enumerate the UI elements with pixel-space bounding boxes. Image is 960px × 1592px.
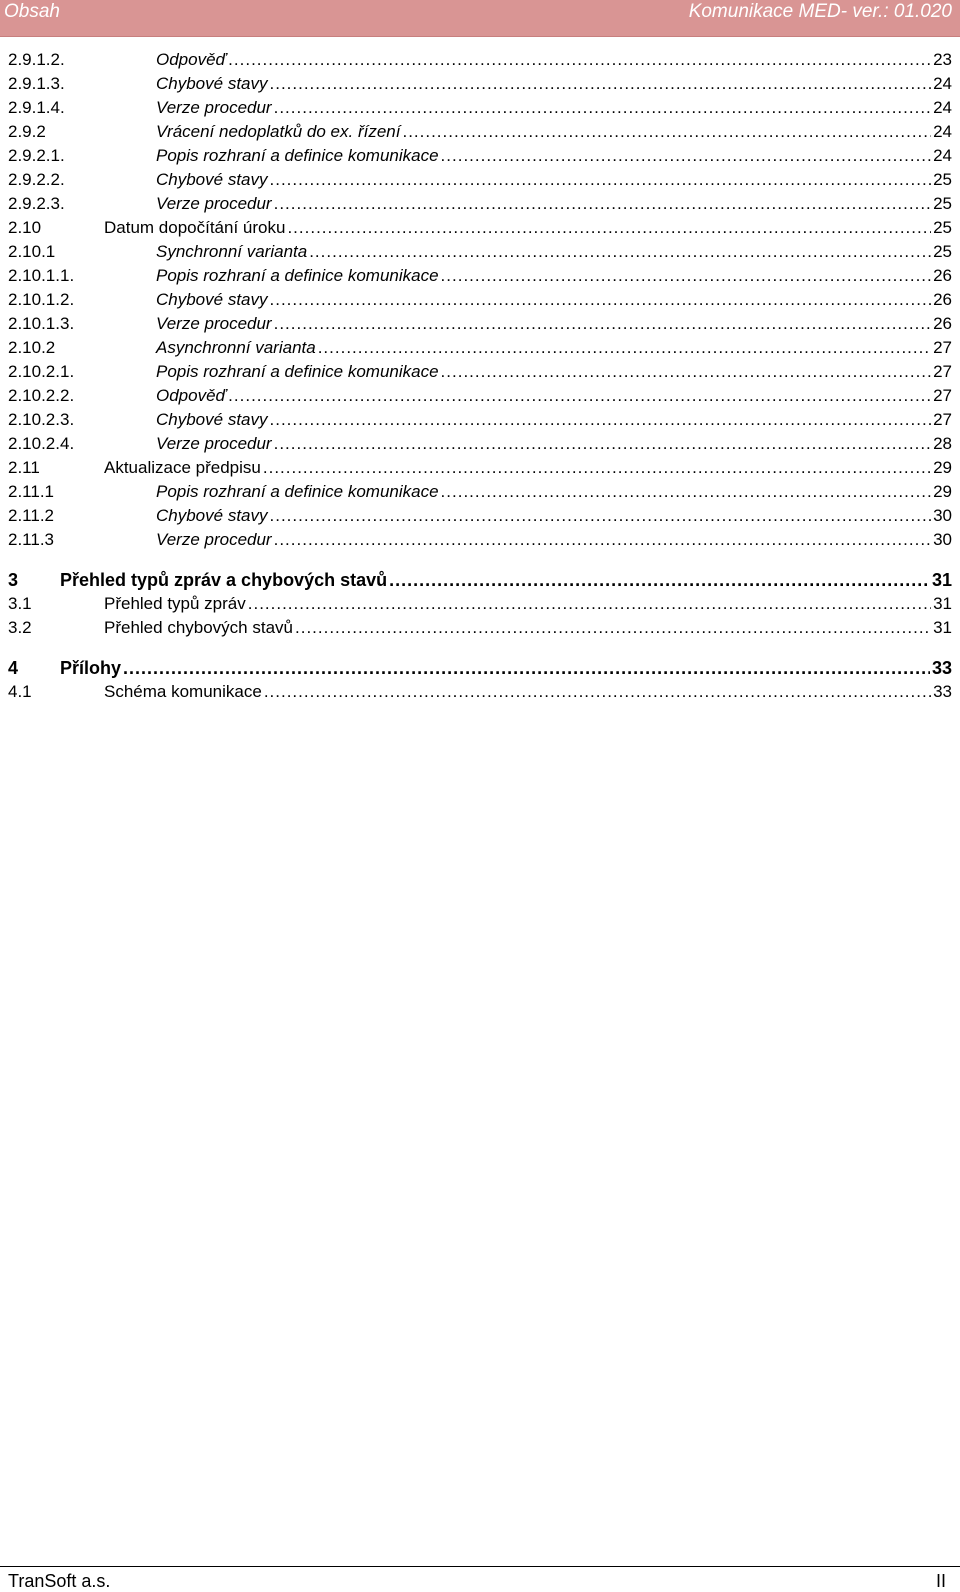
toc-dot-leader (270, 408, 932, 432)
footer-company: TranSoft a.s. (8, 1571, 111, 1591)
toc-entry[interactable] (8, 480, 952, 504)
toc-entry-page: 25 (933, 170, 952, 189)
toc-entry[interactable] (8, 312, 952, 336)
toc-entry-title: Verze procedur (156, 314, 272, 333)
toc-entry-number: 2.9.1.4. (8, 98, 65, 117)
toc-entry[interactable] (8, 504, 952, 528)
toc-entry-title: Verze procedur (156, 530, 272, 549)
toc-entry-number: 4.1 (8, 682, 32, 701)
toc-entry-number: 2.10 (8, 218, 42, 237)
toc-entry-page: 27 (933, 362, 952, 381)
toc-entry-number: 2.11.2 (8, 506, 55, 525)
toc-entry[interactable] (8, 240, 952, 264)
toc-entry-page: 24 (933, 98, 952, 117)
toc-dot-leader (264, 680, 931, 704)
toc-dot-leader (270, 168, 932, 192)
toc-entry-title: Verze procedur (156, 434, 272, 453)
toc-entry-number: 2.10.2.2. (8, 386, 75, 405)
toc-entry-page: 26 (933, 290, 952, 309)
toc-entry-page: 25 (933, 218, 952, 237)
toc-entry-title: Synchronní varianta (156, 242, 308, 261)
toc-entry-page: 24 (933, 74, 952, 93)
toc-entry[interactable] (8, 432, 952, 456)
toc-entry-number: 3.1 (8, 594, 32, 613)
toc-dot-leader (228, 48, 931, 72)
toc-entry-number: 3.2 (8, 618, 32, 637)
toc-entry-title: Popis rozhraní a definice komunikace (156, 266, 439, 285)
toc-entry-number: 2.9.2 (8, 122, 46, 141)
toc-entry-number: 4 (8, 658, 19, 678)
toc-entry-page: 25 (933, 242, 952, 261)
toc-entry-title: Aktualizace předpisu (104, 458, 261, 477)
toc-entry-page: 33 (931, 658, 952, 678)
toc-entry-title: Verze procedur (156, 194, 272, 213)
toc-entry[interactable] (8, 528, 952, 552)
toc-dot-leader (295, 616, 931, 640)
toc-entry-title: Odpověď (156, 386, 227, 405)
footer-page-number: II (935, 1571, 946, 1591)
toc-dot-leader (123, 656, 930, 680)
toc-entry[interactable] (8, 408, 952, 432)
toc-spacer (8, 640, 952, 656)
toc-entry-title: Přehled chybových stavů (104, 618, 293, 637)
toc-entry-title: Chybové stavy (156, 74, 268, 93)
toc-entry-page: 24 (933, 122, 952, 141)
toc-entry[interactable] (8, 456, 952, 480)
toc-entry[interactable] (8, 120, 952, 144)
toc-entry-number: 2.10.1 (8, 242, 56, 261)
toc-dot-leader (228, 384, 931, 408)
toc-dot-leader (441, 264, 932, 288)
toc-entry-number: 2.11.1 (8, 482, 55, 501)
toc-entry-title: Chybové stavy (156, 506, 268, 525)
toc-entry[interactable] (8, 288, 952, 312)
toc-dot-leader (389, 568, 930, 592)
toc-entry-number: 2.9.1.3. (8, 74, 65, 93)
toc-entry-page: 24 (933, 146, 952, 165)
toc-entry-number: 2.9.2.2. (8, 170, 65, 189)
toc-entry-number: 2.10.1.3. (8, 314, 75, 333)
toc-entry-title: Vrácení nedoplatků do ex. řízení (156, 122, 401, 141)
toc-entry-title: Odpověď (156, 50, 227, 69)
toc-entry-page: 30 (933, 530, 952, 549)
toc-entry[interactable] (8, 592, 952, 616)
toc-entry-number: 2.9.2.1. (8, 146, 65, 165)
toc-dot-leader (248, 592, 931, 616)
toc-entry-page: 33 (933, 682, 952, 701)
toc-dot-leader (441, 480, 932, 504)
toc-entry-number: 2.10.1.2. (8, 290, 75, 309)
header-document-title: Komunikace MED- ver.: 01.020 (688, 1, 952, 22)
header-section-title: Obsah (4, 1, 60, 22)
toc-entry-number: 2.10.1.1. (8, 266, 75, 285)
toc-dot-leader (270, 288, 932, 312)
toc-dot-leader (309, 240, 931, 264)
toc-entry-number: 2.11.3 (8, 530, 55, 549)
toc-dot-leader (274, 192, 931, 216)
toc-dot-leader (318, 336, 931, 360)
toc-entry-number: 2.11 (8, 458, 40, 477)
toc-entry-page: 28 (933, 434, 952, 453)
toc-entry-title: Chybové stavy (156, 290, 268, 309)
toc-entry-number: 2.10.2.3. (8, 410, 75, 429)
toc-entry-page: 31 (931, 570, 952, 590)
toc-dot-leader (274, 432, 931, 456)
toc-entry-page: 31 (933, 618, 952, 637)
toc-dot-leader (270, 504, 932, 528)
toc-entry[interactable] (8, 680, 952, 704)
toc-entry-title: Popis rozhraní a definice komunikace (156, 482, 439, 501)
toc-entry-title: Datum dopočítání úroku (104, 218, 286, 237)
toc-entry-page: 27 (933, 338, 952, 357)
toc-entry[interactable] (8, 144, 952, 168)
toc-entry-title: Přehled typů zpráv (104, 594, 246, 613)
toc-chapter-entry[interactable] (8, 568, 952, 592)
toc-entry-title: Popis rozhraní a definice komunikace (156, 146, 439, 165)
toc-entry[interactable] (8, 336, 952, 360)
table-of-contents (8, 48, 952, 704)
toc-entry-number: 3 (8, 570, 19, 590)
toc-entry[interactable] (8, 96, 952, 120)
toc-dot-leader (263, 456, 931, 480)
toc-entry[interactable] (8, 264, 952, 288)
toc-dot-leader (402, 120, 931, 144)
toc-entry-page: 23 (933, 50, 952, 69)
toc-entry[interactable] (8, 192, 952, 216)
toc-entry-page: 31 (933, 594, 952, 613)
toc-dot-leader (287, 216, 931, 240)
toc-entry-title: Přehled typů zpráv a chybových stavů (60, 570, 388, 590)
toc-entry-page: 29 (933, 458, 952, 477)
toc-entry-number: 2.10.2.1. (8, 362, 75, 381)
toc-entry-title: Verze procedur (156, 98, 272, 117)
toc-entry-title: Chybové stavy (156, 410, 268, 429)
toc-entry[interactable] (8, 360, 952, 384)
toc-entry-page: 30 (933, 506, 952, 525)
toc-spacer (8, 552, 952, 568)
toc-dot-leader (441, 144, 932, 168)
page-header (0, 0, 960, 37)
toc-entry[interactable] (8, 48, 952, 72)
toc-entry-title: Chybové stavy (156, 170, 268, 189)
toc-entry-page: 27 (933, 410, 952, 429)
toc-entry[interactable] (8, 168, 952, 192)
page-footer (0, 1566, 960, 1592)
toc-entry-number: 2.9.1.2. (8, 50, 65, 69)
toc-entry[interactable] (8, 216, 952, 240)
toc-dot-leader (270, 72, 932, 96)
toc-entry-title: Popis rozhraní a definice komunikace (156, 362, 439, 381)
toc-entry-page: 26 (933, 314, 952, 333)
toc-entry-number: 2.10.2 (8, 338, 56, 357)
toc-entry-page: 25 (933, 194, 952, 213)
toc-entry-page: 29 (933, 482, 952, 501)
toc-entry[interactable] (8, 72, 952, 96)
toc-chapter-entry[interactable] (8, 656, 952, 680)
toc-dot-leader (274, 528, 931, 552)
toc-entry-number: 2.9.2.3. (8, 194, 65, 213)
toc-entry-title: Přílohy (60, 658, 122, 678)
toc-entry-page: 26 (933, 266, 952, 285)
toc-entry[interactable] (8, 384, 952, 408)
toc-dot-leader (441, 360, 932, 384)
toc-entry[interactable] (8, 616, 952, 640)
toc-entry-title: Asynchronní varianta (156, 338, 316, 357)
toc-entry-number: 2.10.2.4. (8, 434, 75, 453)
toc-entry-page: 27 (933, 386, 952, 405)
toc-dot-leader (274, 96, 931, 120)
toc-entry-title: Schéma komunikace (104, 682, 262, 701)
toc-dot-leader (274, 312, 931, 336)
